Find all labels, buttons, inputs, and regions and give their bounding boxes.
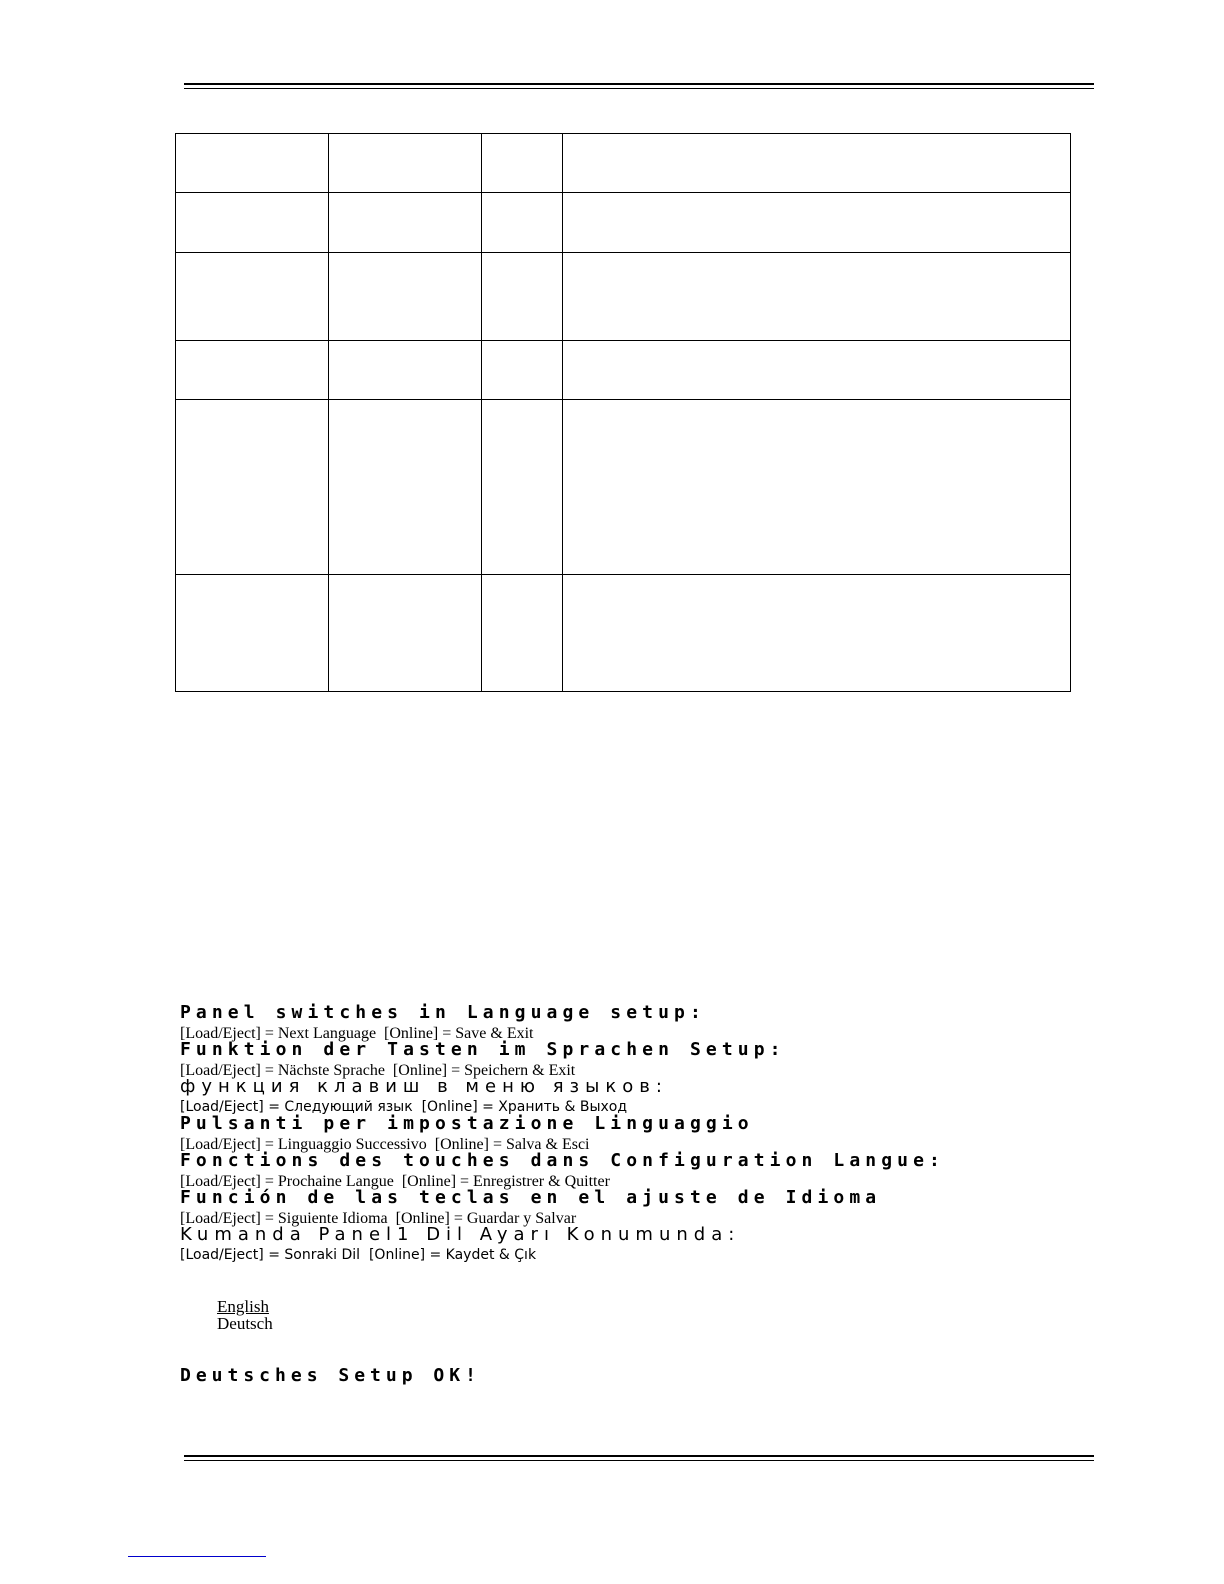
table-cell	[329, 575, 482, 692]
table-cell	[329, 193, 482, 253]
table-cell	[563, 400, 1071, 575]
footer-rule	[184, 1455, 1094, 1461]
table-row	[176, 341, 1071, 400]
printout-heading: Función de las teclas en el ajuste de Idioma	[180, 1187, 882, 1208]
printout-heading: Pulsanti per impostazione Linguaggio	[180, 1113, 754, 1134]
printout-keys-line: [Load/Eject] = Следующий язык [Online] = Хранить & Выход	[180, 1099, 628, 1115]
table-cell	[482, 400, 563, 575]
table-cell	[482, 341, 563, 400]
table-cell	[482, 134, 563, 193]
table-cell	[563, 341, 1071, 400]
printout-heading: Panel switches in Language setup:	[180, 1002, 706, 1023]
table-cell	[482, 575, 563, 692]
language-option: Deutsch	[217, 1314, 273, 1333]
table-row	[176, 575, 1071, 692]
table-cell	[329, 253, 482, 341]
table-cell	[176, 341, 329, 400]
printout-keys-line: [Load/Eject] = Siguiente Idioma [Online] = Guardar y Salvar	[180, 1210, 577, 1227]
printout-keys-line: [Load/Eject] = Linguaggio Successivo [Online] = Salva & Esci	[180, 1136, 590, 1153]
table-cell	[329, 400, 482, 575]
printout-heading: Fonctions des touches dans Configuration Langue:	[180, 1150, 945, 1171]
table-cell	[176, 253, 329, 341]
table-cell	[176, 575, 329, 692]
table-row	[176, 253, 1071, 341]
table-cell	[329, 134, 482, 193]
table-cell	[176, 134, 329, 193]
table-cell	[482, 193, 563, 253]
printout-keys-line: [Load/Eject] = Sonraki Dil [Online] = Kaydet & Çık	[180, 1247, 537, 1263]
table-cell	[329, 341, 482, 400]
table-row	[176, 400, 1071, 575]
language-options	[200, 1281, 1060, 1349]
printout-heading: Kumanda Panel1 Dil Ayarı Konumunda:	[180, 1224, 741, 1245]
setup-confirmation: Deutsches Setup OK!	[180, 1365, 481, 1386]
table-cell	[176, 193, 329, 253]
language-option-selected: English	[217, 1297, 269, 1316]
table-cell	[563, 134, 1071, 193]
table-cell	[563, 193, 1071, 253]
printout-keys-line: [Load/Eject] = Nächste Sprache [Online] = Speichern & Exit	[180, 1062, 576, 1079]
printout-heading: функция клавиш в меню языков:	[180, 1076, 668, 1097]
header-rule	[184, 83, 1094, 89]
printout-heading: Funktion der Tasten im Sprachen Setup:	[180, 1039, 786, 1060]
printout-keys-line: [Load/Eject] = Next Language [Online] = Save & Exit	[180, 1025, 534, 1042]
table-cell	[176, 400, 329, 575]
footer-link-line	[128, 1556, 266, 1557]
printout-keys-line: [Load/Eject] = Prochaine Langue [Online] = Enregistrer & Quitter	[180, 1173, 610, 1190]
settings-table	[175, 133, 1071, 692]
table-row	[176, 134, 1071, 193]
table-cell	[482, 253, 563, 341]
table-row	[176, 193, 1071, 253]
table-cell	[563, 253, 1071, 341]
table-cell	[563, 575, 1071, 692]
printer-language-printout	[180, 1002, 1060, 1385]
